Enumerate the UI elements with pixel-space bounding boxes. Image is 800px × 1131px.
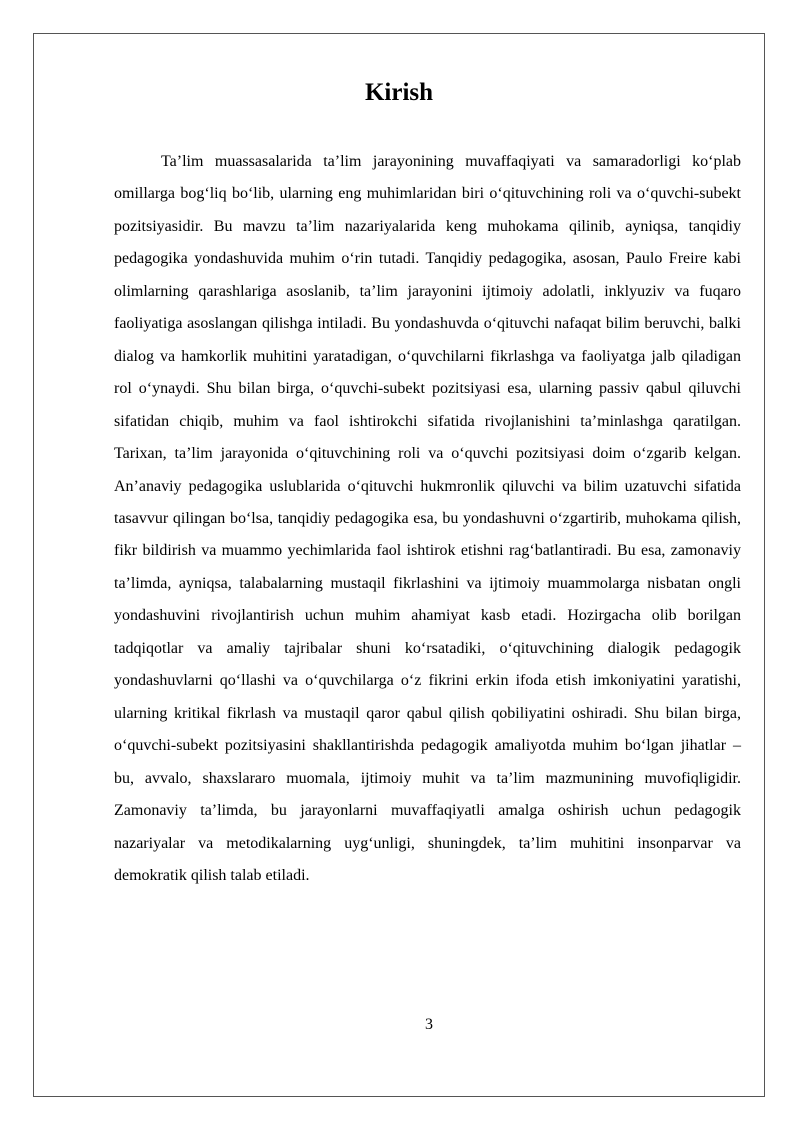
body-paragraph: Ta’lim muassasalarida ta’lim jarayonining muvaffaqiyati va samaradorligi ko‘plab omillarga bog‘liq bo‘lib, ularning eng muhimlaridan biri o‘qituvchining roli va o‘quvchi-subekt pozitsiyasidir. Bu mavzu ta’lim nazariyalarida keng muhokama qilinib, ayniqsa, tanqidiy pedagogika yondashuvida muhim o‘rin tutadi. Tanqidiy pedagogika, asosan, Paulo Freire kabi olimlarning qarashlariga asoslanib, ta’lim jarayonini ijtimoiy adolatli, inklyuziv va fuqaro faoliyatiga asoslangan qilishga intiladi. Bu yondashuvda o‘qituvchi nafaqat bilim beruvchi, balki dialog va hamkorlik muhitini yaratadigan, o‘quvchilarni fikrlashga va faoliyatga jalb qiladigan rol o‘ynaydi. Shu bilan birga, o‘quvchi-subekt pozitsiyasi esa, ularning passiv qabul qiluvchi sifatidan chiqib, muhim va faol ishtirokchi sifatida rivojlanishini ta’minlashga qaratilgan. Tarixan, ta’lim jarayonida o‘qituvchining roli va o‘quvchi pozitsiyasi doim o‘zgarib kelgan. An’anaviy pedagogika uslublarida o‘qituvchi hukmronlik qiluvchi va bilim uzatuvchi sifatida tasavvur qilingan bo‘lsa, tanqidiy pedagogika esa, bu yondashuvni o‘zgartirib, muhokama qilish, fikr bildirish va muammo yechimlarida faol ishtirok etishni rag‘batlantiradi. Bu esa, zamonaviy ta’limda, ayniqsa, talabalarning mustaqil fikrlashini va ijtimoiy muammolarga nisbatan ongli yondashuvini rivojlantirish uchun muhim ahamiyat kasb etadi. Hozirgacha olib borilgan tadqiqotlar va amaliy tajribalar shuni ko‘rsatadiki, o‘qituvchining dialogik pedagogik yondashuvlarni qo‘llashi va o‘quvchilarga o‘z fikrini erkin ifoda etish imkoniyatini yaratishi, ularning kritikal fikrlash va mustaqil qaror qabul qilish qobiliyatini oshiradi. Shu bilan birga, o‘quvchi-subekt pozitsiyasini shakllantirishda pedagogik amaliyotda muhim bo‘lgan jihatlar – bu, avvalo, shaxslararo muomala, ijtimoiy muhit va ta’lim mazmunining muvofiqligidir. Zamonaviy ta’limda, bu jarayonlarni muvaffaqiyatli amalga oshirish uchun pedagogik nazariyalar va metodikalarning uyg‘unligi, shuningdek, ta’lim muhitini insonparvar va demokratik qilish talab etiladi. xyxy=(114,153,741,884)
page-number: 3 xyxy=(425,1016,433,1033)
document-title: Kirish xyxy=(364,79,434,106)
